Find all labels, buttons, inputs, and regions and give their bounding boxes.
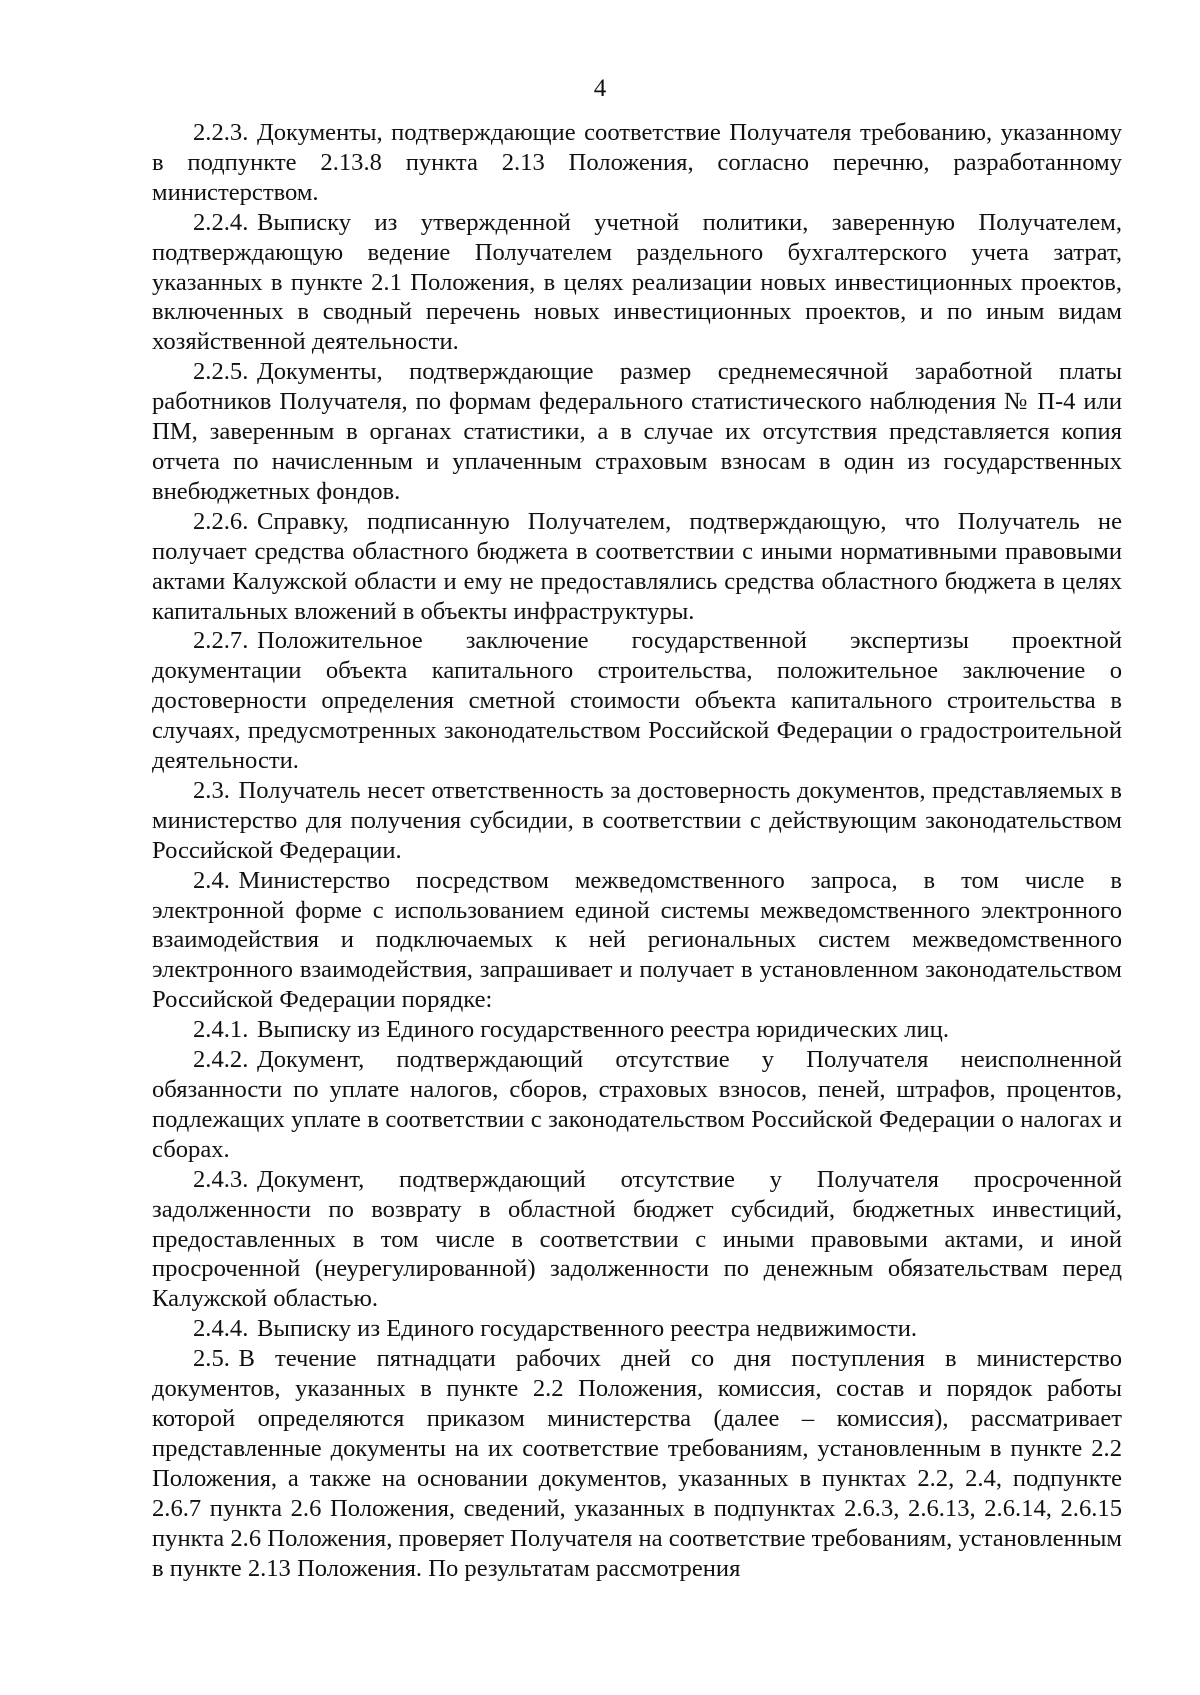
paragraph-number: 2.4.4.: [193, 1315, 249, 1343]
page-number: 4: [593, 75, 607, 102]
paragraph-number: 2.2.7.: [193, 627, 249, 655]
paragraph-2-2-5: [152, 357, 1122, 507]
paragraph-2-2-6: [152, 507, 1122, 627]
paragraph-text: Министерство посредством межведомственного запроса, в том числе в электронной форме с использованием единой системы межведомственного электронного взаимодействия и подключаемых к ней региональных систем межведомственного электронного взаимодействия, запрашивает и получает в установленном законодательством Российской Федерации порядке:: [152, 866, 1122, 1014]
paragraph-text: Документы, подтверждающие соответствие Получателя требованию, указанному в подпункте 2.13.8 пункта 2.13 Положения, согласно перечню, разработанному министерством.: [152, 119, 1122, 206]
paragraph-number: 2.2.6.: [193, 507, 249, 535]
paragraph-text: Положительное заключение государственной экспертизы проектной документации объекта капитального строительства, положительное заключение о достоверности определения сметной стоимости объекта капитального строительства в случаях, предусмотренных законодательством Российской Федерации о градостроительной деятельности.: [152, 627, 1122, 775]
paragraph-2-4-4: [152, 1314, 1122, 1344]
paragraph-number: 2.3.: [193, 776, 230, 804]
paragraph-number: 2.2.4.: [193, 208, 249, 236]
paragraph-number: 2.4.: [193, 866, 230, 894]
paragraph-2-4-2: [152, 1045, 1122, 1165]
paragraph-text: Выписку из Единого государственного реестра недвижимости.: [256, 1315, 918, 1343]
paragraph-2-2-7: [152, 626, 1122, 776]
paragraph-number: 2.2.5.: [193, 358, 249, 386]
paragraph-2-5: [152, 1344, 1122, 1583]
paragraph-number: 2.4.1.: [193, 1016, 249, 1044]
paragraph-number: 2.2.3.: [193, 119, 249, 146]
paragraph-text: В течение пятнадцати рабочих дней со дня поступления в министерство документов, указанных в пункте 2.2 Положения, комиссия, состав и порядок работы которой определяются приказом министерства (далее – комиссия), рассматривает представленные документы на их соответствие требованиям, установленным в пункте 2.2 Положения, а также на основании документов, указанных в пунктах 2.2, 2.4, подпункте 2.6.7 пункта 2.6 Положения, сведений, указанных в подпунктах 2.6.3, 2.6.13, 2.6.14, 2.6.15 пункта 2.6 Положения, проверяет Получателя на соответствие требованиям, установленным в пункте 2.13 Положения. По результатам рассмотрения: [152, 1345, 1122, 1582]
paragraph-2-2-3: [152, 118, 1122, 208]
paragraph-text: Документ, подтверждающий отсутствие у Получателя неисполненной обязанности по уплате налогов, сборов, страховых взносов, пеней, штрафов, процентов, подлежащих уплате в соответствии с законодательством Российской Федерации о налогах и сборах.: [152, 1046, 1122, 1163]
paragraph-text: Выписку из утвержденной учетной политики, заверенную Получателем, подтверждающую ведение Получателем раздельного бухгалтерского учета затрат, указанных в пункте 2.1 Положения, в целях реализации новых инвестиционных проектов, включенных в сводный перечень новых инвестиционных проектов, и по иным видам хозяйственной деятельности.: [152, 208, 1122, 356]
paragraph-text: Справку, подписанную Получателем, подтверждающую, что Получатель не получает средства областного бюджета в соответствии с иными нормативными правовыми актами Калужской области и ему не предоставлялись средства областного бюджета в целях капитальных вложений в объекты инфраструктуры.: [152, 507, 1122, 625]
paragraph-text: Документ, подтверждающий отсутствие у Получателя просроченной задолженности по возврату в областной бюджет субсидий, бюджетных инвестиций, предоставленных в том числе в соответствии с иными правовыми актами, и иной просроченной (неурегулированной) задолженности по денежным обязательствам перед Калужской областью.: [152, 1165, 1122, 1313]
paragraph-text: Документы, подтверждающие размер среднемесячной заработной платы работников Получателя, по формам федерального статистического наблюдения № П-4 или ПМ, заверенным в органах статистики, а в случае их отсутствия представляется копия отчета по начисленным и уплаченным страховым взносам в один из государственных внебюджетных фондов.: [152, 358, 1122, 505]
paragraph-text: Выписку из Единого государственного реестра юридических лиц.: [256, 1016, 949, 1044]
paragraph-number: 2.4.2.: [193, 1046, 249, 1074]
paragraph-2-2-4: [152, 208, 1122, 358]
paragraph-2-4-1: [152, 1015, 1122, 1045]
paragraph-2-4-3: [152, 1165, 1122, 1315]
paragraph-2-3: [152, 776, 1122, 866]
document-body: [152, 118, 1122, 1583]
paragraph-text: Получатель несет ответственность за достоверность документов, представляемых в министерство для получения субсидии, в соответствии с действующим законодательством Российской Федерации.: [152, 776, 1122, 864]
paragraph-number: 2.5.: [193, 1345, 230, 1373]
paragraph-2-4: [152, 866, 1122, 1016]
paragraph-number: 2.4.3.: [193, 1165, 249, 1193]
